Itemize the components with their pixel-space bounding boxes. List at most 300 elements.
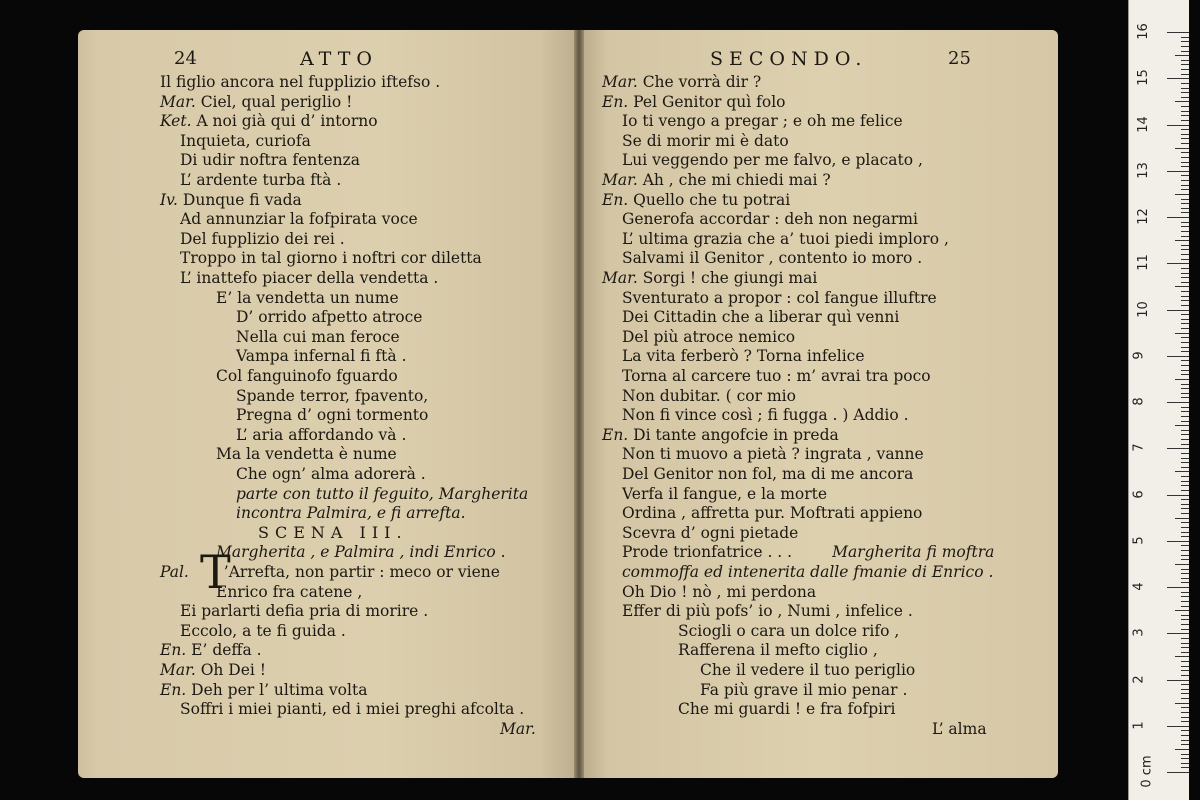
ruler-tick bbox=[1181, 504, 1189, 505]
line-text: E’ deffa . bbox=[191, 641, 262, 660]
ruler-tick bbox=[1181, 388, 1189, 389]
line-text: Oh Dei ! bbox=[200, 661, 267, 679]
text-line bbox=[622, 542, 994, 562]
right-page bbox=[580, 30, 1058, 778]
line-text: Il figlio ancora nel fupplizio iftefso . bbox=[160, 73, 441, 91]
ruler-label: 8 bbox=[1131, 397, 1147, 406]
ruler-tick bbox=[1167, 171, 1189, 172]
line-text: Deh per l’ ultima volta bbox=[191, 680, 368, 699]
line-text: Col fanguinofo fguardo bbox=[216, 367, 398, 385]
ruler-tick bbox=[1175, 656, 1189, 657]
line-text: Scevra d’ ogni pietade bbox=[622, 523, 799, 542]
ruler-tick bbox=[1181, 693, 1189, 694]
ruler-tick bbox=[1175, 703, 1189, 704]
ruler-tick bbox=[1181, 397, 1189, 398]
ruler-label: 9 bbox=[1131, 351, 1147, 360]
running-head-left: ATTO bbox=[300, 48, 378, 70]
text-line bbox=[236, 425, 406, 445]
ruler-label: 0 cm bbox=[1139, 755, 1155, 788]
ruler-tick bbox=[1181, 513, 1189, 514]
text-line bbox=[622, 209, 918, 229]
text-line bbox=[180, 170, 341, 190]
line-text: L’ aria affordando và . bbox=[236, 425, 407, 444]
line-text: Che il vedere il tuo periglio bbox=[700, 661, 916, 679]
line-text: Di udir noftra fentenza bbox=[180, 151, 361, 170]
ruler-tick bbox=[1167, 587, 1189, 588]
text-line bbox=[236, 405, 428, 425]
text-line bbox=[180, 248, 482, 268]
speaker-label: Mar. bbox=[160, 92, 196, 111]
line-text: Ma la vendetta è nume bbox=[216, 445, 397, 464]
text-line bbox=[160, 640, 262, 660]
text-line bbox=[236, 503, 466, 523]
ruler-tick bbox=[1181, 629, 1189, 630]
ruler-tick bbox=[1181, 573, 1189, 574]
line-text: Non ti muovo a pietà ? ingrata , vanne bbox=[622, 445, 924, 464]
line-text: A noi già qui d’ intorno bbox=[196, 112, 378, 131]
text-line bbox=[622, 582, 816, 602]
ruler-tick bbox=[1175, 471, 1189, 472]
text-line bbox=[180, 699, 524, 719]
line-text: Se di morir mi è dato bbox=[622, 131, 789, 150]
ruler-tick bbox=[1181, 254, 1189, 255]
ruler-tick bbox=[1181, 384, 1189, 385]
ruler-tick bbox=[1181, 370, 1189, 371]
ruler-tick bbox=[1175, 379, 1189, 380]
speaker-label: Pal. bbox=[160, 563, 189, 581]
text-line bbox=[602, 170, 831, 190]
ruler-tick bbox=[1181, 69, 1189, 70]
ruler-tick bbox=[1181, 259, 1189, 260]
ruler-tick bbox=[1181, 666, 1189, 667]
ruler-tick bbox=[1181, 208, 1189, 209]
line-text: commoffa ed intenerita dalle fmanie di Enrico . bbox=[622, 563, 994, 581]
ruler-tick bbox=[1167, 125, 1189, 126]
text-line bbox=[622, 307, 899, 327]
ruler-tick bbox=[1181, 624, 1189, 625]
line-text: Rafferena il mefto ciglio , bbox=[678, 641, 878, 660]
ruler-tick bbox=[1181, 652, 1189, 653]
ruler-tick bbox=[1181, 166, 1189, 167]
line-text: Di tante angofcie in preda bbox=[633, 425, 839, 444]
ruler-tick bbox=[1175, 518, 1189, 519]
line-text: Torna al carcere tuo : m’ avrai tra poco bbox=[622, 367, 931, 385]
ruler-tick bbox=[1181, 351, 1189, 352]
ruler-tick bbox=[1181, 60, 1189, 61]
line-text: L’ ardente turba ftà . bbox=[180, 171, 342, 189]
ruler-tick bbox=[1167, 356, 1189, 357]
ruler-tick bbox=[1167, 680, 1189, 681]
ruler-label: 3 bbox=[1131, 628, 1147, 637]
ruler-tick bbox=[1181, 490, 1189, 491]
ruler-tick bbox=[1167, 633, 1189, 634]
ruler-tick bbox=[1167, 310, 1189, 311]
ruler-label: 13 bbox=[1135, 161, 1151, 179]
text-line bbox=[180, 268, 438, 288]
line-text: Inquieta, curiofa bbox=[180, 131, 311, 150]
ruler-tick bbox=[1181, 180, 1189, 181]
ruler-tick bbox=[1181, 462, 1189, 463]
ruler-tick bbox=[1181, 203, 1189, 204]
ruler-tick bbox=[1181, 545, 1189, 546]
text-line bbox=[160, 72, 440, 92]
line-text: Effer di più pofs’ io , Numi , infelice . bbox=[622, 602, 913, 621]
ruler-tick bbox=[1181, 134, 1189, 135]
ruler-tick bbox=[1167, 217, 1189, 218]
line-text: Salvami il Genitor , contento io moro . bbox=[622, 249, 923, 268]
ruler-tick bbox=[1181, 467, 1189, 468]
line-text: La vita ferberò ? Torna infelice bbox=[622, 347, 865, 366]
ruler-tick bbox=[1181, 92, 1189, 93]
ruler-label: 5 bbox=[1131, 536, 1147, 545]
page-number-left: 24 bbox=[174, 48, 197, 69]
ruler-tick bbox=[1181, 291, 1189, 292]
speaker-label: En. bbox=[602, 425, 629, 444]
ruler-tick bbox=[1181, 268, 1189, 269]
ruler-tick bbox=[1181, 421, 1189, 422]
line-text: Non fi vince così ; fi fugga . ) Addio . bbox=[622, 406, 909, 425]
ruler-tick bbox=[1181, 138, 1189, 139]
text-line bbox=[622, 248, 922, 268]
ruler-tick bbox=[1181, 296, 1189, 297]
ruler-tick bbox=[1181, 661, 1189, 662]
ruler-label: 1 bbox=[1131, 721, 1147, 730]
stage-direction: Margherita fi moftra bbox=[832, 543, 995, 562]
text-line bbox=[160, 92, 352, 112]
ruler-tick bbox=[1181, 596, 1189, 597]
line-text: Ei parlarti defia pria di morire . bbox=[180, 602, 429, 621]
ruler-tick bbox=[1181, 689, 1189, 690]
catchword: L’ alma bbox=[932, 719, 987, 738]
ruler-tick bbox=[1175, 610, 1189, 611]
ruler-tick bbox=[1181, 559, 1189, 560]
ruler-tick bbox=[1181, 619, 1189, 620]
text-line bbox=[236, 307, 422, 327]
text-line bbox=[678, 640, 878, 660]
ruler-tick bbox=[1181, 744, 1189, 745]
ruler-tick bbox=[1181, 189, 1189, 190]
ruler-tick bbox=[1181, 485, 1189, 486]
text-line bbox=[236, 327, 400, 347]
ruler-tick bbox=[1181, 323, 1189, 324]
ruler-tick bbox=[1181, 458, 1189, 459]
text-line bbox=[160, 190, 302, 210]
text-line bbox=[622, 150, 923, 170]
ruler-tick bbox=[1181, 569, 1189, 570]
ruler-tick bbox=[1181, 578, 1189, 579]
ruler-tick bbox=[1175, 55, 1189, 56]
ruler-tick bbox=[1181, 763, 1189, 764]
ruler-tick bbox=[1181, 162, 1189, 163]
text-line bbox=[622, 503, 922, 523]
text-line bbox=[622, 111, 903, 131]
line-text: Ciel, qual periglio ! bbox=[200, 92, 353, 111]
line-text: SCENA III. bbox=[258, 522, 408, 542]
line-text: Del Genitor non fol, ma di me ancora bbox=[622, 465, 914, 483]
text-line bbox=[622, 601, 913, 621]
line-text: Dei Cittadin che a liberar quì venni bbox=[622, 308, 900, 327]
ruler-tick bbox=[1167, 448, 1189, 449]
line-text: Verfa il fangue, e la morte bbox=[622, 484, 828, 503]
text-line bbox=[602, 268, 817, 288]
ruler-tick bbox=[1181, 342, 1189, 343]
running-head-right: SECONDO. bbox=[710, 48, 868, 70]
ruler-tick bbox=[1167, 78, 1189, 79]
ruler-tick bbox=[1181, 754, 1189, 755]
ruler-tick bbox=[1181, 231, 1189, 232]
text-line bbox=[180, 229, 345, 249]
ruler-tick bbox=[1181, 83, 1189, 84]
ruler-tick bbox=[1181, 222, 1189, 223]
speaker-label: En. bbox=[160, 680, 187, 699]
text-line bbox=[622, 229, 949, 249]
line-text: Non dubitar. ( cor mio bbox=[622, 386, 796, 405]
ruler-tick bbox=[1181, 273, 1189, 274]
ruler-tick bbox=[1181, 555, 1189, 556]
ruler-tick bbox=[1167, 402, 1189, 403]
ruler-tick bbox=[1181, 434, 1189, 435]
ruler-tick bbox=[1181, 416, 1189, 417]
ruler-tick bbox=[1175, 194, 1189, 195]
text-line bbox=[602, 190, 790, 210]
left-page bbox=[78, 30, 580, 778]
ruler-tick bbox=[1181, 337, 1189, 338]
catchword: Mar. bbox=[500, 719, 536, 738]
ruler-tick bbox=[1181, 314, 1189, 315]
speaker-label: Iv. bbox=[160, 190, 178, 209]
line-text: Sorgi ! che giungi mai bbox=[642, 269, 818, 287]
text-line bbox=[932, 719, 987, 739]
text-line bbox=[622, 484, 827, 504]
ruler-tick bbox=[1181, 46, 1189, 47]
ruler-tick bbox=[1181, 106, 1189, 107]
line-text: Sciogli o cara un dolce rifo , bbox=[678, 621, 900, 640]
line-text: Ordina , affretta pur. Moftrati appieno bbox=[622, 504, 923, 523]
text-line bbox=[602, 425, 839, 445]
ruler-tick bbox=[1181, 74, 1189, 75]
ruler-tick bbox=[1181, 647, 1189, 648]
text-line bbox=[622, 366, 931, 386]
line-text: Margherita , e Palmira , indi Enrico . bbox=[216, 543, 506, 562]
line-text: incontra Palmira, e fi arrefta. bbox=[236, 504, 466, 523]
ruler-tick bbox=[1181, 393, 1189, 394]
speaker-label: En. bbox=[602, 190, 629, 209]
ruler-tick bbox=[1181, 499, 1189, 500]
ruler-tick bbox=[1181, 721, 1189, 722]
line-text: L’ ultima grazia che a’ tuoi piedi imploro , bbox=[622, 229, 949, 248]
ruler-label: 14 bbox=[1135, 115, 1151, 133]
ruler-tick bbox=[1167, 541, 1189, 542]
ruler-label: 2 bbox=[1131, 674, 1147, 684]
text-line bbox=[622, 523, 798, 543]
line-text: Spande terror, fpavento, bbox=[236, 386, 429, 405]
ruler-tick bbox=[1181, 282, 1189, 283]
line-text: Prode trionfatrice . . . bbox=[622, 543, 793, 562]
ruler-label: 11 bbox=[1135, 254, 1151, 272]
ruler-label: 15 bbox=[1135, 69, 1151, 87]
line-text: D’ orrido afpetto atroce bbox=[236, 308, 423, 327]
ruler-tick bbox=[1181, 536, 1189, 537]
ruler-tick bbox=[1175, 101, 1189, 102]
ruler-label: 10 bbox=[1135, 300, 1151, 318]
ruler-tick bbox=[1181, 249, 1189, 250]
line-text: Pel Genitor quì folo bbox=[633, 92, 786, 111]
ruler-tick bbox=[1181, 245, 1189, 246]
line-text: Ah , che mi chiedi mai ? bbox=[642, 171, 831, 189]
ruler-tick bbox=[1175, 749, 1189, 750]
ruler-tick bbox=[1181, 712, 1189, 713]
text-line bbox=[622, 288, 937, 308]
speaker-label: Mar. bbox=[602, 73, 638, 91]
ruler-tick bbox=[1181, 175, 1189, 176]
ruler-tick bbox=[1181, 185, 1189, 186]
ruler-tick bbox=[1181, 129, 1189, 130]
drop-cap-letter: T bbox=[200, 545, 231, 599]
text-line bbox=[622, 327, 795, 347]
ruler-tick bbox=[1181, 550, 1189, 551]
ruler-tick bbox=[1181, 319, 1189, 320]
ruler-tick bbox=[1181, 143, 1189, 144]
ruler-label: 7 bbox=[1131, 443, 1147, 452]
line-text: Generofa accordar : deh non negarmi bbox=[622, 210, 918, 229]
text-line bbox=[160, 111, 378, 131]
ruler-tick bbox=[1181, 212, 1189, 213]
text-line bbox=[216, 288, 399, 308]
ruler-tick bbox=[1181, 157, 1189, 158]
ruler-tick bbox=[1181, 532, 1189, 533]
text-line bbox=[236, 464, 426, 484]
text-line bbox=[236, 386, 428, 406]
line-text: Che mi guardi ! e fra fofpiri bbox=[678, 700, 896, 719]
ruler-tick bbox=[1181, 407, 1189, 408]
ruler-tick bbox=[1181, 522, 1189, 523]
speaker-label: Mar. bbox=[602, 269, 638, 287]
ruler-tick bbox=[1181, 328, 1189, 329]
ruler-tick bbox=[1181, 767, 1189, 768]
text-line bbox=[180, 209, 418, 229]
ruler-tick bbox=[1181, 300, 1189, 301]
ruler-tick bbox=[1181, 64, 1189, 65]
ruler-tick bbox=[1181, 684, 1189, 685]
line-text: Sventurato a propor : col fangue illuftre bbox=[622, 288, 937, 307]
ruler-label: 12 bbox=[1135, 208, 1151, 225]
measurement-ruler bbox=[1128, 0, 1189, 800]
line-text: Enrico fra catene , bbox=[216, 582, 363, 601]
ruler-label: 4 bbox=[1131, 582, 1147, 591]
page-number-right: 25 bbox=[948, 48, 971, 69]
ruler-tick bbox=[1167, 772, 1189, 773]
ruler-tick bbox=[1167, 495, 1189, 496]
text-line bbox=[622, 346, 865, 366]
speaker-label: Mar. bbox=[160, 661, 196, 679]
ruler-tick bbox=[1167, 726, 1189, 727]
ruler-tick bbox=[1181, 411, 1189, 412]
ruler-tick bbox=[1181, 638, 1189, 639]
line-text: L’ inattefo piacer della vendetta . bbox=[180, 269, 439, 287]
text-line bbox=[236, 484, 528, 504]
ruler-tick bbox=[1181, 97, 1189, 98]
line-text: Io ti vengo a pregar ; e oh me felice bbox=[622, 112, 903, 131]
ruler-tick bbox=[1181, 481, 1189, 482]
ruler-tick bbox=[1181, 508, 1189, 509]
text-line bbox=[216, 444, 397, 464]
ruler-tick bbox=[1181, 717, 1189, 718]
line-text: ’Arrefta, non partir : meco or viene bbox=[223, 563, 500, 581]
ruler-tick bbox=[1181, 439, 1189, 440]
ruler-tick bbox=[1181, 115, 1189, 116]
ruler-tick bbox=[1181, 236, 1189, 237]
ruler-label: 6 bbox=[1131, 489, 1147, 499]
text-line bbox=[700, 660, 915, 680]
line-text: Troppo in tal giorno i noftri cor diletta bbox=[180, 249, 482, 268]
line-text: Fa più grave il mio penar . bbox=[700, 680, 908, 699]
line-text: Del fupplizio dei rei . bbox=[180, 229, 345, 248]
text-line bbox=[602, 72, 761, 92]
text-line bbox=[700, 680, 907, 700]
ruler-tick bbox=[1181, 740, 1189, 741]
text-line bbox=[180, 131, 311, 151]
line-text: Ad annunziar la fofpirata voce bbox=[180, 210, 418, 229]
ruler-tick bbox=[1181, 707, 1189, 708]
speaker-label: Mar. bbox=[602, 171, 638, 189]
text-line bbox=[180, 601, 428, 621]
text-line bbox=[678, 621, 899, 641]
ruler-tick bbox=[1181, 606, 1189, 607]
ruler-tick bbox=[1175, 333, 1189, 334]
text-line bbox=[622, 405, 909, 425]
line-text: Pregna d’ ogni tormento bbox=[236, 406, 429, 425]
ruler-tick bbox=[1181, 698, 1189, 699]
ruler-tick bbox=[1181, 111, 1189, 112]
ruler-tick bbox=[1181, 527, 1189, 528]
text-line bbox=[622, 131, 789, 151]
ruler-tick bbox=[1175, 240, 1189, 241]
text-line bbox=[622, 562, 993, 582]
ruler-tick bbox=[1181, 360, 1189, 361]
ruler-tick bbox=[1181, 41, 1189, 42]
line-text: Vampa infernal fi ftà . bbox=[236, 347, 407, 366]
text-line bbox=[160, 660, 266, 680]
ruler-tick bbox=[1181, 444, 1189, 445]
ruler-tick bbox=[1181, 374, 1189, 375]
ruler-tick bbox=[1175, 425, 1189, 426]
ruler-tick bbox=[1181, 226, 1189, 227]
line-text: Soffri i miei pianti, ed i miei preghi afcolta . bbox=[180, 700, 525, 719]
text-line bbox=[622, 464, 913, 484]
text-line bbox=[602, 92, 786, 112]
text-line bbox=[216, 542, 506, 562]
line-text: parte con tutto il feguito, Margherita bbox=[236, 484, 529, 503]
text-line bbox=[258, 523, 408, 543]
ruler-tick bbox=[1175, 286, 1189, 287]
ruler-tick bbox=[1181, 199, 1189, 200]
ruler-tick bbox=[1181, 675, 1189, 676]
line-text: Dunque fi vada bbox=[182, 190, 302, 209]
ruler-tick bbox=[1181, 592, 1189, 593]
text-line bbox=[160, 680, 367, 700]
text-line bbox=[216, 582, 362, 602]
ruler-tick bbox=[1181, 476, 1189, 477]
ruler-tick bbox=[1181, 347, 1189, 348]
ruler-tick bbox=[1181, 305, 1189, 306]
ruler-tick bbox=[1181, 37, 1189, 38]
line-text: Nella cui man feroce bbox=[236, 327, 400, 346]
text-line bbox=[180, 621, 346, 641]
ruler-tick bbox=[1181, 152, 1189, 153]
ruler-tick bbox=[1181, 453, 1189, 454]
ruler-tick bbox=[1167, 263, 1189, 264]
ruler-tick bbox=[1181, 670, 1189, 671]
